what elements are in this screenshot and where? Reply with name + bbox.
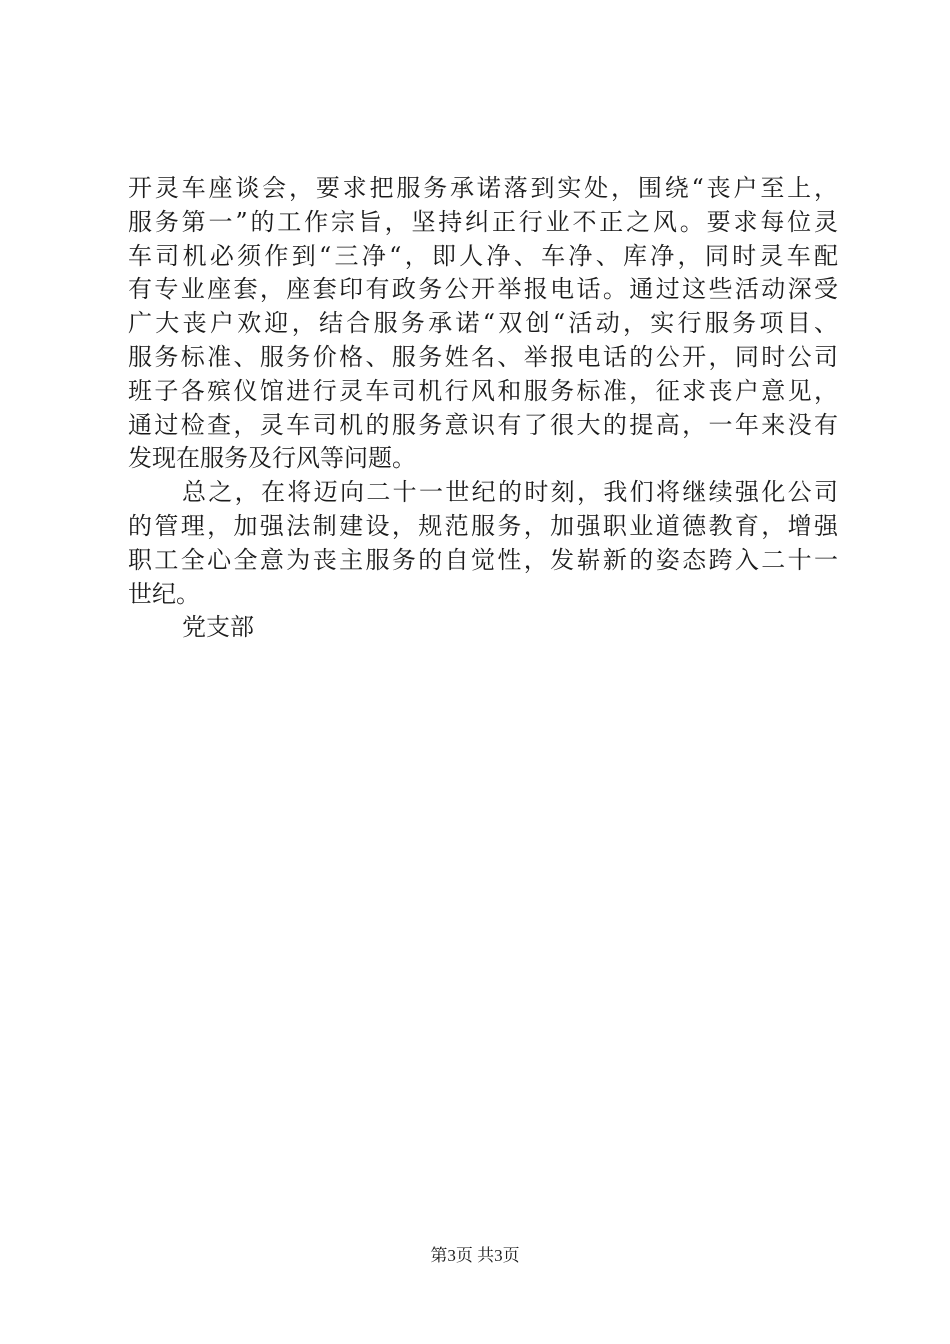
text-line: 总之，在将迈向二十一世纪的时刻，我们将继续强化公司 (182, 478, 838, 507)
page-footer: 第3页 共3页 (430, 1246, 520, 1265)
text-line: 车司机必须作到“三净“，即人净、车净、库净，同时灵车配 (128, 241, 838, 270)
text-line: 发现在服务及行风等问题。 (128, 444, 416, 473)
text-line: 服务标准、服务价格、服务姓名、举报电话的公开，同时公司 (128, 342, 838, 371)
text-line: 通过检查，灵车司机的服务意识有了很大的提高，一年来没有 (128, 410, 838, 439)
document-body (128, 172, 838, 645)
text-line: 服务第一”的工作宗旨，坚持纠正行业不正之风。要求每位灵 (128, 207, 838, 236)
signature: 党支部 (182, 613, 254, 642)
text-line: 开灵车座谈会，要求把服务承诺落到实处，围绕“丧户至上， (128, 174, 838, 202)
paragraph-1 (128, 172, 838, 476)
paragraph-2 (128, 476, 838, 611)
text-line: 的管理，加强法制建设，规范服务，加强职业道德教育，增强 (128, 511, 838, 540)
text-line: 广大丧户欢迎，结合服务承诺“双创“活动，实行服务项目、 (128, 309, 838, 338)
text-line: 有专业座套，座套印有政务公开举报电话。通过这些活动深受 (128, 275, 838, 304)
text-line: 班子各殡仪馆进行灵车司机行风和服务标准，征求丧户意见， (128, 376, 838, 405)
text-line: 职工全心全意为丧主服务的自觉性，发崭新的姿态跨入二十一 (128, 545, 838, 574)
text-line: 世纪。 (128, 579, 200, 608)
